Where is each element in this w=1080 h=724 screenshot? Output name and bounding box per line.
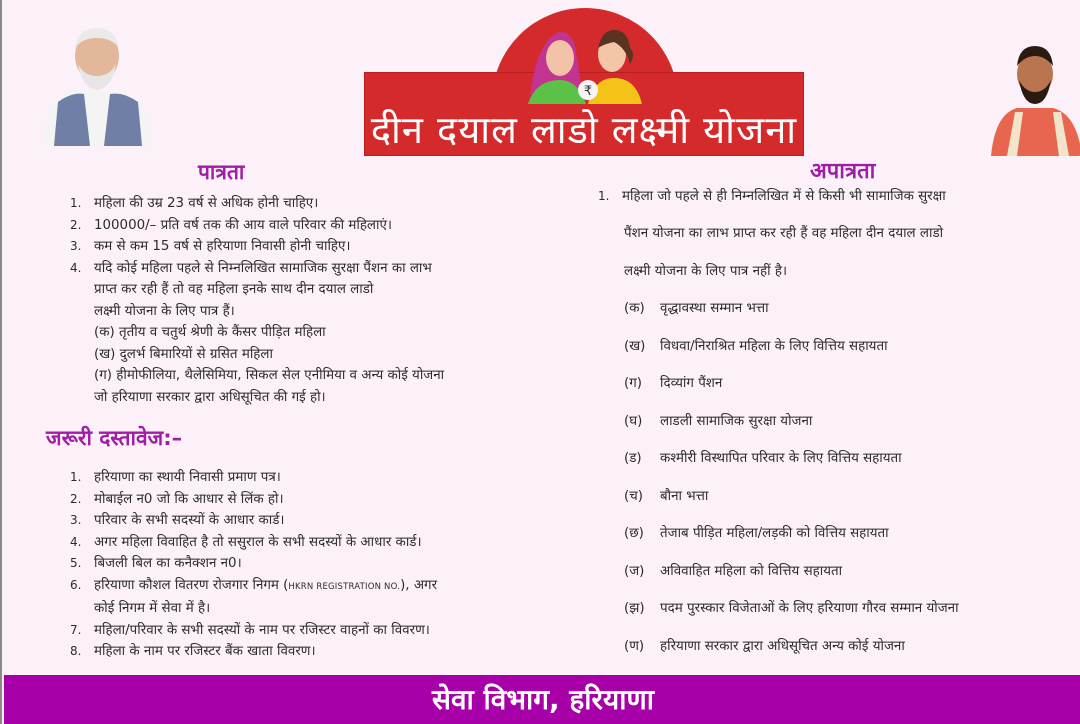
list-item-continuation: पैंशन योजना का लाभ प्राप्त कर रही हैं वह महिला दीन दयाल लाडो <box>624 226 944 241</box>
list-item: 4. अगर महिला विवाहित है तो ससुराल के सभी सदस्यों के आधार कार्ड। <box>70 534 422 550</box>
eligibility-list <box>70 193 540 408</box>
leader-portrait-right <box>987 38 1080 156</box>
scheme-item: (छ) तेजाब पीड़ित महिला/लड़की को वित्तिय सहायता <box>624 526 889 541</box>
leader-portrait-left <box>32 18 162 146</box>
ineligibility-heading: अपात्रता <box>810 159 876 184</box>
person-photo-icon <box>32 18 162 146</box>
list-item: 3. परिवार के सभी सदस्यों के आधार कार्ड। <box>70 513 285 528</box>
person-photo-icon <box>987 38 1080 156</box>
list-item: 4. यदि कोई महिला पहले से निम्नलिखित सामाजिक सुरक्षा पैंशन का लाभ <box>70 260 432 276</box>
scheme-item: (च) बौना भत्ता <box>624 488 709 504</box>
svg-text:₹: ₹ <box>583 84 593 99</box>
scheme-item: (ख) विधवा/निराश्रित महिला के लिए वित्तिय सहायता <box>624 338 888 354</box>
women-illustration <box>510 18 660 104</box>
list-item-continuation: लक्ष्मी योजना के लिए पात्र हैं। <box>94 303 235 319</box>
scheme-item: (क) वृद्धावस्था सम्मान भत्ता <box>624 301 769 316</box>
scheme-item: (घ) लाडली सामाजिक सुरक्षा योजना <box>624 413 813 429</box>
list-item: 2. 100000/– प्रति वर्ष तक की आय वाले परिवार की महिलाएं। <box>70 217 392 233</box>
sub-item: (क) तृतीय व चतुर्थ श्रेणी के कैंसर पीड़ित महिला <box>94 325 326 340</box>
department-name: सेवा विभाग, हरियाणा <box>432 683 654 716</box>
footer-department-banner <box>4 675 1080 724</box>
list-item: 1. महिला की उम्र 23 वर्ष से अधिक होनी चाहिए। <box>70 196 319 211</box>
list-item-continuation: प्राप्त कर रही हैं तो वह महिला इनके साथ दीन दयाल लाडो <box>94 282 374 297</box>
hkrn-registration-label: HKRN REGISTRATION NO. <box>288 581 401 592</box>
scheme-item: (झ) पदम पुरस्कार विजेताओं के लिए हरियाणा गौरव सम्मान योजना <box>624 601 959 616</box>
list-item-continuation: कोई निगम में सेवा में है। <box>94 601 211 616</box>
scheme-item: (ण) हरियाणा सरकार द्वारा अधिसूचित अन्य कोई योजना <box>624 638 905 654</box>
list-item: 2. मोबाईल न0 जो कि आधार से लिंक हो। <box>70 491 284 507</box>
list-item: 3. कम से कम 15 वर्ष से हरियाणा निवासी होनी चाहिए। <box>70 239 351 254</box>
list-item: 8. महिला के नाम पर रजिस्टर बैंक खाता विवरण। <box>70 644 316 659</box>
scheme-item: (ग) दिव्यांग पैंशन <box>624 376 723 391</box>
documents-list <box>70 467 540 663</box>
list-item: 1. हरियाणा का स्थायी निवासी प्रमाण पत्र। <box>70 470 281 485</box>
documents-heading: जरूरी दस्तावेज:– <box>46 426 183 450</box>
ineligibility-list <box>598 178 1068 665</box>
list-item: 6. हरियाणा कौशल वितरण रोजगार निगम (HKRN REGISTRATION NO.), अगर <box>70 577 438 593</box>
list-item: 1. महिला जो पहले से ही निम्नलिखित में से किसी भी सामाजिक सुरक्षा <box>598 189 946 204</box>
scheme-title: दीन दयाल लाडो लक्ष्मी योजना <box>370 108 798 152</box>
list-item: 5. बिजली बिल का कनैक्शन न0। <box>70 556 242 571</box>
sub-item: जो हरियाणा सरकार द्वारा अधिसूचित की गई हो। <box>94 389 326 405</box>
sub-item: (ख) दुलर्भ बिमारियों से ग्रसित महिला <box>94 346 273 362</box>
list-item: 7. महिला/परिवार के सभी सदस्यों के नाम पर रजिस्टर वाहनों का विवरण। <box>70 622 430 638</box>
eligibility-heading: पात्रता <box>198 160 245 184</box>
list-item-continuation: लक्ष्मी योजना के लिए पात्र नहीं है। <box>624 263 788 279</box>
scheme-item: (ड) कश्मीरी विस्थापित परिवार के लिए वित्तिय सहायता <box>624 451 902 466</box>
sub-item: (ग) हीमोफीलिया, थैलेसिमिया, सिकल सेल एनीमिया व अन्य कोई योजना <box>94 368 445 383</box>
scheme-logo <box>364 8 804 156</box>
scheme-item: (ज) अविवाहित महिला को वित्तिय सहायता <box>624 563 843 579</box>
